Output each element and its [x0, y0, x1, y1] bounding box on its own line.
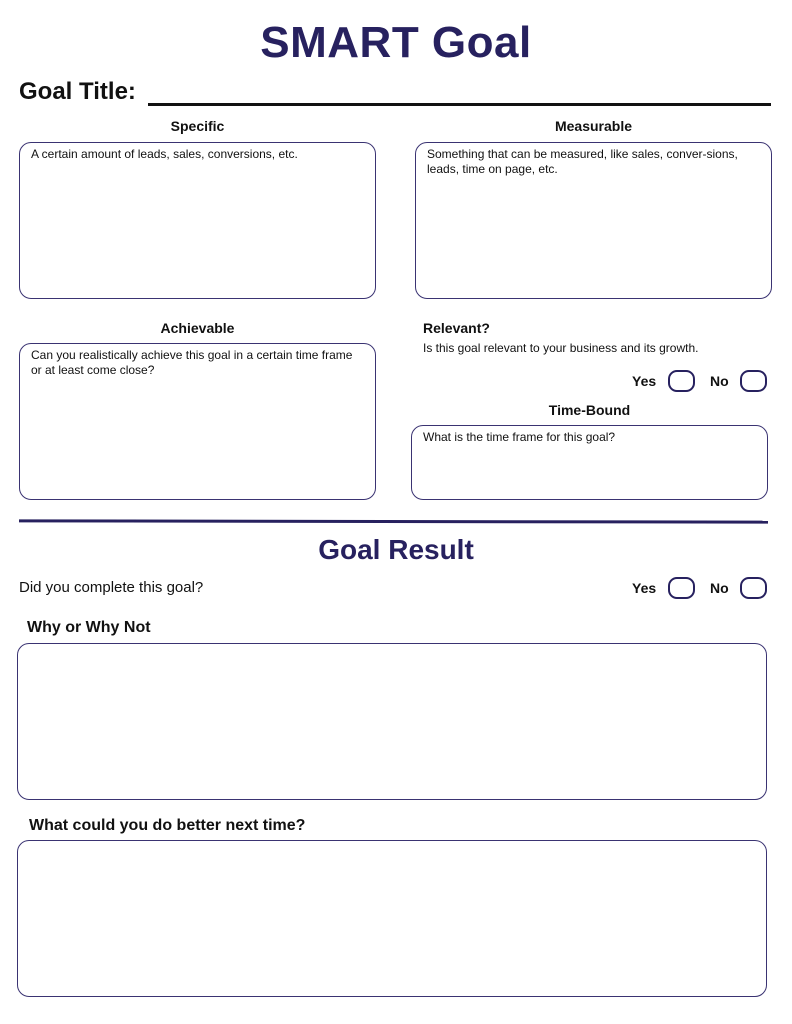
- relevant-no-checkbox[interactable]: [740, 370, 767, 392]
- why-box[interactable]: [17, 643, 767, 800]
- time-bound-label: Time-Bound: [548, 402, 631, 418]
- better-box[interactable]: [17, 840, 767, 997]
- complete-yes-checkbox[interactable]: [668, 577, 695, 599]
- achievable-label: Achievable: [160, 320, 235, 336]
- complete-yes-label: Yes: [632, 580, 657, 596]
- page-title: SMART Goal: [260, 18, 532, 67]
- specific-box[interactable]: [19, 142, 376, 299]
- better-label: What could you do better next time?: [29, 817, 306, 834]
- measurable-label: Measurable: [554, 118, 633, 134]
- relevant-label: Relevant?: [423, 320, 490, 336]
- section-divider: [19, 519, 768, 523]
- specific-hint: A certain amount of leads, sales, conversions, etc.: [31, 147, 298, 161]
- why-label: Why or Why Not: [27, 619, 151, 636]
- complete-no-checkbox[interactable]: [740, 577, 767, 599]
- time-bound-hint: What is the time frame for this goal?: [423, 430, 616, 444]
- relevant-yes-label: Yes: [632, 373, 657, 389]
- goal-result-title: Goal Result: [318, 534, 474, 565]
- measurable-hint: Something that can be measured, like sales, conver-sions, leads, time on page, etc.: [427, 147, 738, 176]
- relevant-yes-checkbox[interactable]: [668, 370, 695, 392]
- specific-label: Specific: [170, 118, 225, 134]
- measurable-box[interactable]: [415, 142, 772, 299]
- achievable-hint: Can you realistically achieve this goal in a certain time frame or at least come close?: [31, 348, 353, 377]
- achievable-box[interactable]: [19, 343, 376, 500]
- complete-no-label: No: [710, 580, 729, 596]
- goal-title-label: Goal Title:: [19, 78, 136, 105]
- goal-title-input-line[interactable]: [148, 103, 771, 106]
- relevant-hint: Is this goal relevant to your business and its growth.: [423, 341, 699, 355]
- time-bound-box[interactable]: [411, 425, 768, 500]
- relevant-no-label: No: [710, 373, 729, 389]
- complete-question: Did you complete this goal?: [19, 579, 204, 596]
